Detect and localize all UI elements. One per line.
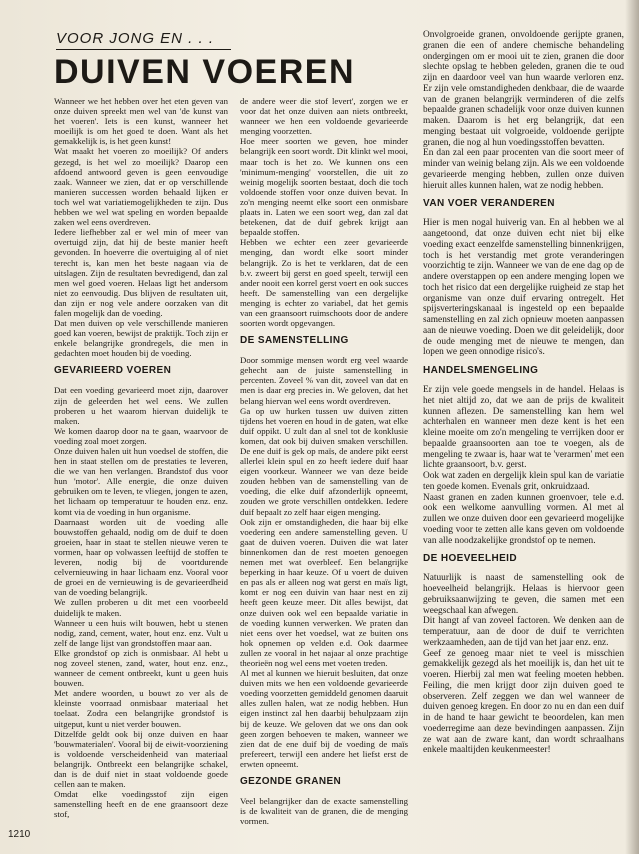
paragraph: Omdat elke voedingsstof zijn eigen samenstelling heeft en de ene graansoort deze stof, bbox=[54, 789, 228, 820]
paragraph: Hier is men nogal huiverig van. En al hebben we al aangetoond, dat onze duiven echt niet bij elke voeding exact eenzelfde samenstelling binnenkrijgen, toch is het verstandig met grote veranderingen voorzichtig te zijn. Wanneer we van de ene dag op de andere overstappen op een andere menging lopen we toch het risico dat een dergelijke ruigheid ze stap het organisme van onze duif ervaring ontregelt. Het spijsverteringskanaal is ingesteld op een bepaalde samenstelling en zal zich opnieuw moeten aanpassen aan de nieuwe voeding. Doen we dit geleidelijk, door de oude menging met de nieuwe te mengen, dan lopen we geen onnodige risico's. bbox=[423, 218, 624, 358]
paragraph: Dit hangt af van zoveel factoren. We denken aan de temperatuur, aan de door de duif te verrichten werkzaamheden, aan de tijd van het jaar enz. enz. bbox=[423, 616, 624, 648]
paragraph: Geef ze genoeg maar niet te veel is misschien gemakkelijk gezegd als het moeilijk is, dan het uit te voeren. Hierbij zal men wat feeling moeten hebben. Feiling, die men krijgt door zijn duiven goed te observeren. Zelf zeggen we dan wel wanneer de duiven genoeg kregen. En door zo nu en dan een duif in de hand te haar gewicht te beoordelen, kan men voederregime aan deze bevindingen aanpassen. Zijn ze wat aan de zware kant, dan wordt schraalhans enkele maaltijden keukenmeester! bbox=[423, 648, 624, 756]
paragraph: Elke grondstof op zich is onmisbaar. Al hebt u nog zoveel stenen, zand, water, hout enz. enz., wanneer de cement ontbreekt, kunt u geen huis bouwen. bbox=[54, 647, 228, 689]
paragraph: Met andere woorden, u bouwt zo ver als de kleinste voorraad onmisbaar materiaal het toelaat. Zodra een belangrijke grondstof is uitgeput, kunt u niet verder bouwen. bbox=[54, 688, 228, 729]
section-heading: HANDELSMENGELING bbox=[423, 365, 539, 376]
section-heading: GEZONDE GRANEN bbox=[240, 776, 342, 787]
paragraph: En dan zal een paar procenten van die soort meer of minder van weinig belang zijn. Als we een voldoende gevarieerde menging hebben, zullen onze duiven hieruit alles kunnen halen, wat ze nodig hebben. bbox=[423, 148, 624, 191]
paragraph: Onvolgroeide granen, onvoldoende gerijpte granen, granen die een of andere chemische behandeling ondergingen om er mooi uit te zien, granen die door slechte opslag te hebben geleden, granen die te oud zijn en daardoor veel van hun waarde verloren enz. Er zijn vele omstandigheden denkbaar, die de waarde van de granen belangrijk verminderen of die zelfs bepaalde granen schadelijk voor onze duiven kunnen maken. Daarom is het erg belangrijk, dat een menging bestaat uit volgroeide, voldoende gerijpte granen, die nog al hun voedingsstoffen bevatten. bbox=[423, 30, 624, 148]
paragraph: Er zijn vele goede mengsels in de handel. Helaas is het niet altijd zo, dat we aan de prijs de kwaliteit kunnen aflezen. De samenstelling kan hem wel achterhalen en wanneer men deze kent is het een kleine moeite om zo'n mengeling te verrijken door er bepaalde graansoorten aan toe te voegen, als de mengeling te zwaar is, haar wat te 'verarmen' met een lichte graansoort, b.v. gerst. bbox=[423, 385, 624, 471]
text-column-1 bbox=[54, 96, 228, 819]
paragraph: Onze duiven halen uit hun voedsel de stoffen, die hen in staat stellen om de prestaties te leveren, die we van hen verlangen. Brandstof dus voor hun 'motor'. Alle energie, die onze duiven gebruiken om te leven, te vliegen, jongen te azen, het lichaam op temperatuur te houden enz. enz. komt via de voeding in hun organisme. bbox=[54, 446, 228, 517]
paragraph: Ook zijn er omstandigheden, die haar bij elke voedering een andere samenstelling geven. U gaat de duiven voeren. Duiven die wat later binnenkomen dan de rest moeten genoegen nemen met wat overbleef. Een belangrijke beperking in haar keuze. Of u voert de duiven en pas als er alleen nog wat gerst en maïs ligt, komt er nog een duivin van haar nest en zij heeft geen keuze meer. Dit alles bewijst, dat onze duiven ook wel een bepaalde variatie in de voeding kunnen verwerken. We praten dan niet eens over het voedsel, wat ze buiten ons hok opnemen op velden e.d. Ook daarmee zullen ze vooral in het najaar al onze prachtige theorieën nog wel eens met voeten treden. bbox=[240, 516, 408, 668]
page-edge-shadow bbox=[625, 0, 639, 854]
paragraph: Wat maakt het voeren zo moeilijk? Of anders gezegd, is het wel zo moeilijk? Daarop een afdoend antwoord geven is geen eenvoudige zaak. Wanneer we zien, dat er op verschillende manieren successen worden behaald lijken er toch wel wat variatiemogelijkheden te zijn. Dus hebben we wel wat speling en worden bepaalde zaken wel eens overdreven. bbox=[54, 146, 228, 228]
paragraph: We zullen proberen u dit met een voorbeeld duidelijk te maken. bbox=[54, 597, 228, 618]
paragraph: Ga op uw hurken tussen uw duiven zitten tijdens het voeren en houd in de gaten, wat elke duif oppikt. U zult dan al snel tot de konklusie komen, dat ook bij duiven smaken verschillen. De ene duif is gek op maïs, de andere pikt eerst allerlei klein spul en zo heeft iedere duif haar eigen voorkeur. Wanneer we van deze beide zouden hebben van de samenstelling van de voeding, die elke duif afzonderlijk opneemt, zouden we grote verschillen ontdekken. Iedere duif bepaalt zo zelf haar eigen menging. bbox=[240, 405, 408, 517]
page-number: 1210 bbox=[8, 829, 31, 840]
text-column-3 bbox=[423, 30, 624, 756]
paragraph: Daarnaast worden uit de voeding alle bouwstoffen gehaald, nodig om de duif te doen groeien, haar in staat te stellen nieuwe veren te vormen, haar op volwassen leeftijd de stoffen te leveren, nodig bij de voortdurende celvernieuwing in haar lichaam enz. Vooral voor de groei en de vernieuwing is de gevarieerdheid van de voeding belangrijk. bbox=[54, 516, 228, 598]
paragraph: Door sommige mensen wordt erg veel waarde gehecht aan de juiste samenstelling in percenten. Zoveel % van dit, zoveel van dat en men is daar erg precies in. We geloven, dat het belang hiervan wel eens wordt overdreven. bbox=[240, 355, 408, 406]
section-rubric: VOOR JONG EN . . . bbox=[56, 30, 231, 50]
section-heading: DE SAMENSTELLING bbox=[240, 335, 349, 347]
paragraph: Dat men duiven op vele verschillende manieren goed kan voeren, bewijst de praktijk. Toch zijn er enkele belangrijke grondregels, die men in gedachten moet houden bij de voeding. bbox=[54, 318, 228, 359]
paragraph: Wanneer we het hebben over het eten geven van onze duiven spreekt men wel van 'de kunst van het voeren'. Iets is een kunst, wanneer het moeilijk is om het goed te doen. Want als het gemakkelijk is, is het geen kunst! bbox=[54, 96, 228, 147]
paragraph: Ditzelfde geldt ook bij onze duiven en haar 'bouwmaterialen'. Vooral bij de eiwit-voorziening is voldoende verscheidenheid van materiaal belangrijk. Ontbreekt een belangrijke schakel, dan is de duif niet in staat voldoende goede cellen aan te maken. bbox=[54, 728, 228, 790]
paragraph: Dat een voeding gevarieerd moet zijn, daarover zijn de geleerden het wel eens. We zullen proberen u het waarom hiervan duidelijk te maken. bbox=[54, 385, 228, 426]
section-heading: GEVARIEERD VOEREN bbox=[54, 365, 172, 377]
article-title: DUIVEN VOEREN bbox=[54, 53, 355, 91]
paragraph: We komen daarop door na te gaan, waarvoor de voeding zoal moet zorgen. bbox=[54, 425, 228, 446]
paragraph: Naast granen en zaden kunnen groenvoer, tele e.d. ook een welkome aanvulling vormen. Al met al zullen we onze duiven door een gevarieerd mogelijke voeding voor te zetten alle kans geven om voldoende van alle noodzakelijke grondstof op te nemen. bbox=[423, 492, 624, 546]
section-heading: DE HOEVEELHEID bbox=[423, 553, 517, 565]
paragraph: Veel belangrijker dan de exacte samenstelling is de kwaliteit van de granen, die de menging vormen. bbox=[240, 796, 408, 827]
paragraph: Al met al kunnen we hieruit besluiten, dat onze duiven mits we hen een voldoende gevarieerde voeding voorzetten gemiddeld genomen daaruit alles zullen halen, wat ze nodig hebben. Hun eigen instinct zal hen daarbij behulpzaam zijn bij de keuze. We geloven dat we ons dan ook geen zorgen behoeven te maken, wanneer we zien dat de ene duif bij de voeding de maïs prefereert, terwijl een andere het liefst erst de erwten opneemt. bbox=[240, 668, 408, 769]
paragraph: Natuurlijk is naast de samenstelling ook de hoeveelheid belangrijk. Helaas is hiervoor geen gebruiksaanwijzing te geven, die samen met een weegschaal kan afwegen. bbox=[423, 573, 624, 616]
paragraph: Wanneer u een huis wilt bouwen, hebt u stenen nodig, zand, cement, water, hout enz. enz. Vult u zelf de lange lijst van grondstoffen maar aan. bbox=[54, 617, 228, 648]
paragraph: Hoe meer soorten we geven, hoe minder belangrijk een soort wordt. Dit klinkt wel mooi, maar toch is het zo. We kunnen ons een 'minimum-menging' voorstellen, die uit zo weinig mogelijk soorten bestaat, doch die toch voldoende stoffen voor onze duiven bevat. In zo'n menging neemt elke soort een onmisbare plaats in. Laten we een soort weg, dan zal dat betekenen, dat de duif gebrek krijgt aan bepaalde stoffen. bbox=[240, 136, 408, 238]
paragraph: Ook wat zaden en dergelijk klein spul kan de variatie ten goede komen. Evenals grit, onkruidzaad. bbox=[423, 471, 624, 492]
text-column-2 bbox=[240, 96, 408, 826]
paragraph: de andere weer die stof levert', zorgen we er voor dat het onze duiven aan niets ontbreekt, wanneer we hen een voldoende gevarieerde menging voorzetten. bbox=[240, 96, 408, 137]
section-heading: VAN VOER VERANDEREN bbox=[423, 198, 555, 210]
paragraph: Iedere liefhebber zal er wel min of meer van overtuigd zijn, dat hij de beste manier heeft gevonden. In hoeverre die overtuiging al of niet terecht is, kan men het beste nagaan via de uitslagen. Zijn de resultaten bevredigend, dan zal men wel goed voeren. Helaas ligt het andersom niet zo eenvoudig. Dus blijven de resultaten uit, dan zijn er nog vele andere oorzaken van dit falen mogelijk dan de voeding. bbox=[54, 227, 228, 318]
paragraph: Hebben we echter een zeer gevarieerde menging, dan wordt elke soort minder belangrijk. Zo is het te verklaren, dat de een b.v. zweert bij gerst en goed speelt, terwijl een ander nooit een korrel gerst voert en ook succes heeft. De samenstelling van een dergelijke menging is echter zo variabel, dat het gemis van een graansoort ruimschoots door de andere soorten wordt opgevangen. bbox=[240, 237, 408, 329]
